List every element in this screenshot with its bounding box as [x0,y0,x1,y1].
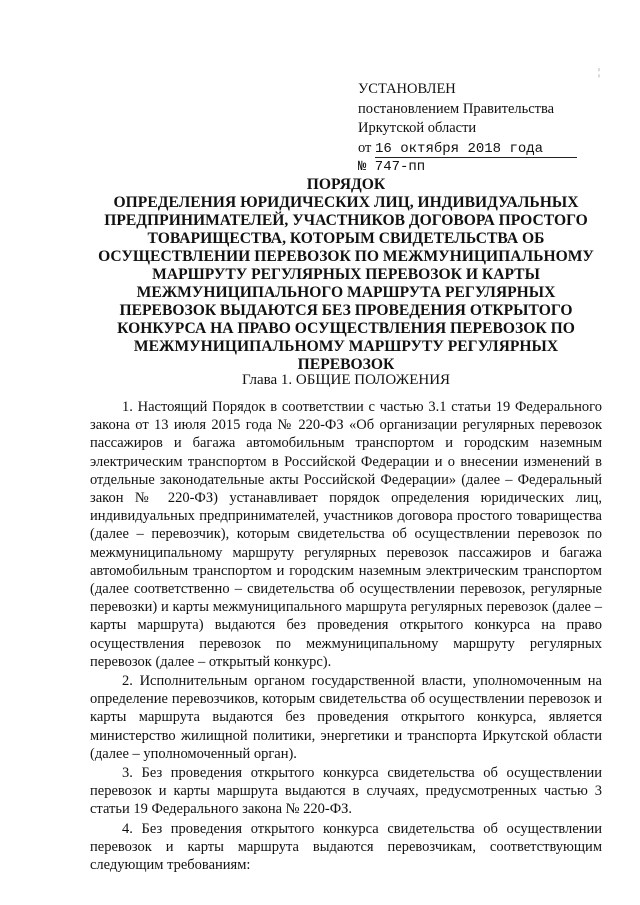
approval-line-region: Иркутской области [358,120,477,136]
document-title [90,176,602,374]
title-subtitle: ОПРЕДЕЛЕНИЯ ЮРИДИЧЕСКИХ ЛИЦ, ИНДИВИДУАЛЬНЫХ ПРЕДПРИНИМАТЕЛЕЙ, УЧАСТНИКОВ ДОГОВОРА ПРОСТОГО ТОВАРИЩЕСТВА, КОТОРЫМ СВИДЕТЕЛЬСТВА ОБ ОСУЩЕСТВЛЕНИИ ПЕРЕВОЗОК ПО МЕЖМУНИЦИПАЛЬНОМУ МАРШРУТУ РЕГУЛЯРНЫХ ПЕРЕВОЗОК И КАРТЫ МЕЖМУНИЦИПАЛЬНОГО МАРШРУТА РЕГУЛЯРНЫХ ПЕРЕВОЗОК ВЫДАЮТСЯ БЕЗ ПРОВЕДЕНИЯ ОТКРЫТОГО КОНКУРСА НА ПРАВО ОСУЩЕСТВЛЕНИЯ ПЕРЕВОЗОК ПО МЕЖМУНИЦИПАЛЬНОМУ МАРШРУТУ РЕГУЛЯРНЫХ ПЕРЕВОЗОК [98,194,594,373]
corner-mark: ¦ [598,67,601,78]
chapter-heading: Глава 1. ОБЩИЕ ПОЛОЖЕНИЯ [241,372,451,388]
approval-line-resolution: постановлением Правительства [358,100,555,117]
approval-date-value: 16 октября 2018 года [375,141,577,158]
document-body [90,398,602,875]
paragraph-2: 2. Исполнительным органом государственной власти, уполномоченным на определение перевозчиков, которым свидетельства об осуществлении перевозок и карты маршрута выдаются без проведения открытого конкурса, является министерство жилищной политики, энергетики и транспорта Иркутской области (далее – уполномоченный орган). [90,673,602,762]
approval-date-line [358,139,577,159]
approval-date-prefix: от [358,139,372,156]
approval-line-established: УСТАНОВЛЕН [358,81,456,97]
paragraph-1: 1. Настоящий Порядок в соответствии с частью 3.1 статьи 19 Федерального закона от 13 июля 2015 года № 220-ФЗ «Об организации регулярных перевозок пассажиров и багажа автомобильным транспортом и городским наземным электрическим транспортом в Российской Федерации и о внесении изменений в отдельные законодательные акты Российской Федерации» (далее – Федеральный закон № 220-ФЗ) устанавливает порядок определения юридических лиц, индивидуальных предпринимателей, участников договора простого товарищества (далее – перевозчик), которым свидетельства об осуществлении перевозок по межмуниципальному маршруту регулярных перевозок пассажиров и багажа автомобильным транспортом и городским наземным электрическим транспортом (далее соответственно – свидетельства об осуществлении перевозок, регулярные перевозки) и карты межмуниципального маршрута регулярных перевозок (далее – карты маршрута) выдаются без проведения открытого конкурса на право осуществления перевозок по межмуниципальному маршруту регулярных перевозок (далее – открытый конкурс). [90,399,602,670]
paragraph-3: 3. Без проведения открытого конкурса свидетельства об осуществлении перевозок и карты маршрута выдаются в случаях, предусмотренных частью 3 статьи 19 Федерального закона № 220-ФЗ. [90,765,602,818]
title-heading: ПОРЯДОК [306,176,386,193]
paragraph-4: 4. Без проведения открытого конкурса свидетельства об осуществлении перевозок и карты маршрута выдаются перевозчикам, соответствующим следующим требованиям: [90,820,602,874]
approval-number: № 747-пп [358,159,426,175]
approval-stamp [358,80,577,178]
